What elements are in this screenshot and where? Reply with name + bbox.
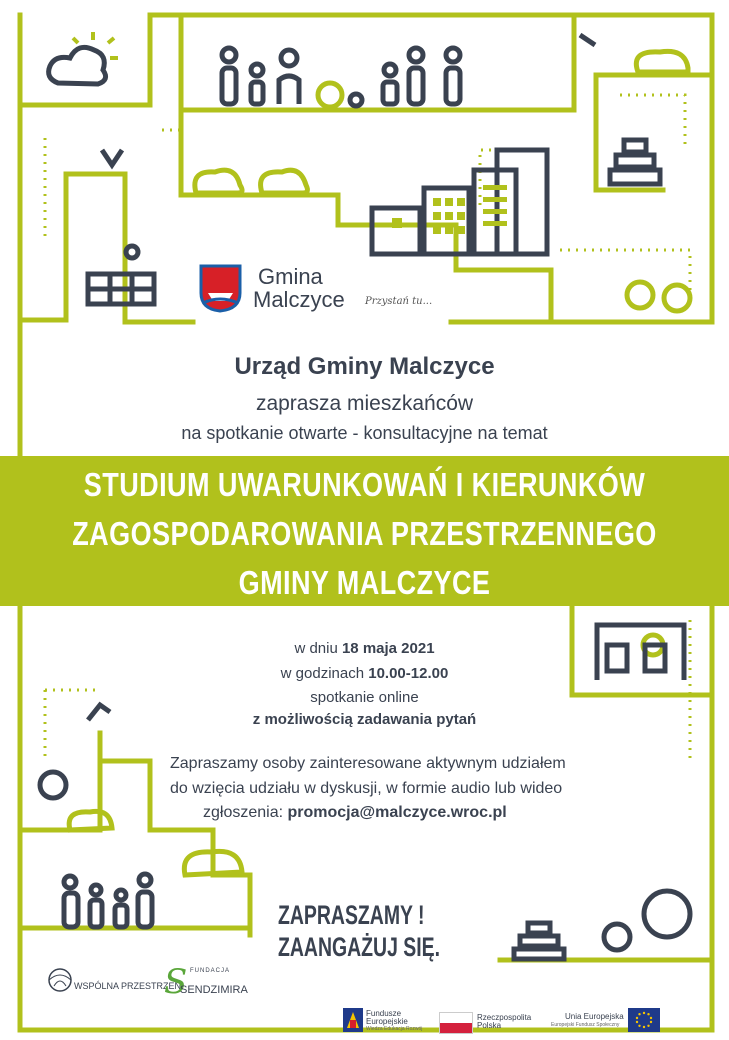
meeting-hours: w godzinach 10.00-12.00 — [280, 665, 449, 682]
invite-line: zaprasza mieszkańców — [255, 392, 474, 415]
contact-line: zgłoszenia: promocja@malczyce.wroc.pl — [203, 804, 507, 821]
ue-line-1: Unia Europejska — [565, 1012, 624, 1021]
fundusze-europejskie-icon — [343, 1008, 363, 1032]
event-type-line: na spotkanie otwarte - konsultacyjne na temat — [181, 423, 548, 443]
meeting-questions: z możliwością zadawania pytań — [252, 711, 477, 728]
cta-line-2: ZAANGAŻUJ SIĘ. — [278, 932, 441, 962]
rp-line-1: Rzeczpospolita — [477, 1013, 532, 1022]
topic-line-2: ZAGOSPODAROWANIA PRZESTRZENNEGO — [72, 515, 657, 552]
ue-line-2: Europejski Fundusz Społeczny — [551, 1022, 620, 1028]
cta-line-1: ZAPRASZAMY ! — [278, 900, 425, 930]
gmina-logo-subtitle: Malczyce — [253, 287, 345, 312]
sendzimira-s-icon: S — [164, 962, 188, 1002]
eu-flag-icon — [628, 1008, 660, 1032]
sendzimira-text: SENDZIMIRA — [180, 984, 248, 996]
meeting-mode: spotkanie online — [310, 689, 419, 706]
gmina-logo-title: Gmina — [258, 264, 323, 289]
fe-line-3: Wiedza Edukacja Rozwój — [366, 1026, 423, 1032]
invitation-line-2: do wzięcia udziału w dyskusji, w formie audio lub wideo — [170, 780, 563, 797]
topic-line-3: GMINY MALCZYCE — [238, 564, 491, 601]
polish-flag-icon — [439, 1012, 473, 1034]
invitation-line-1: Zapraszamy osoby zainteresowane aktywnym udziałem — [170, 755, 566, 772]
fe-line-2: Europejskie — [366, 1017, 408, 1026]
sendzimira-small: FUNDACJA — [190, 968, 231, 974]
topic-line-1: STUDIUM UWARUNKOWAŃ I KIERUNKÓW — [83, 466, 646, 503]
meeting-date: w dniu 18 maja 2021 — [294, 640, 435, 657]
rp-line-2: Polska — [477, 1021, 502, 1030]
contact-email-link[interactable]: promocja@malczyce.wroc.pl — [287, 804, 507, 821]
organizer-heading: Urząd Gminy Malczyce — [234, 353, 495, 380]
coat-of-arms-icon — [198, 263, 243, 313]
gmina-logo-tagline: Przystań tu... — [365, 296, 433, 307]
fe-line-1: Fundusze — [366, 1009, 402, 1018]
wp-logo-icon — [46, 964, 72, 996]
wp-logo-text: WSPÓLNA PRZESTRZEŃ — [74, 981, 182, 991]
